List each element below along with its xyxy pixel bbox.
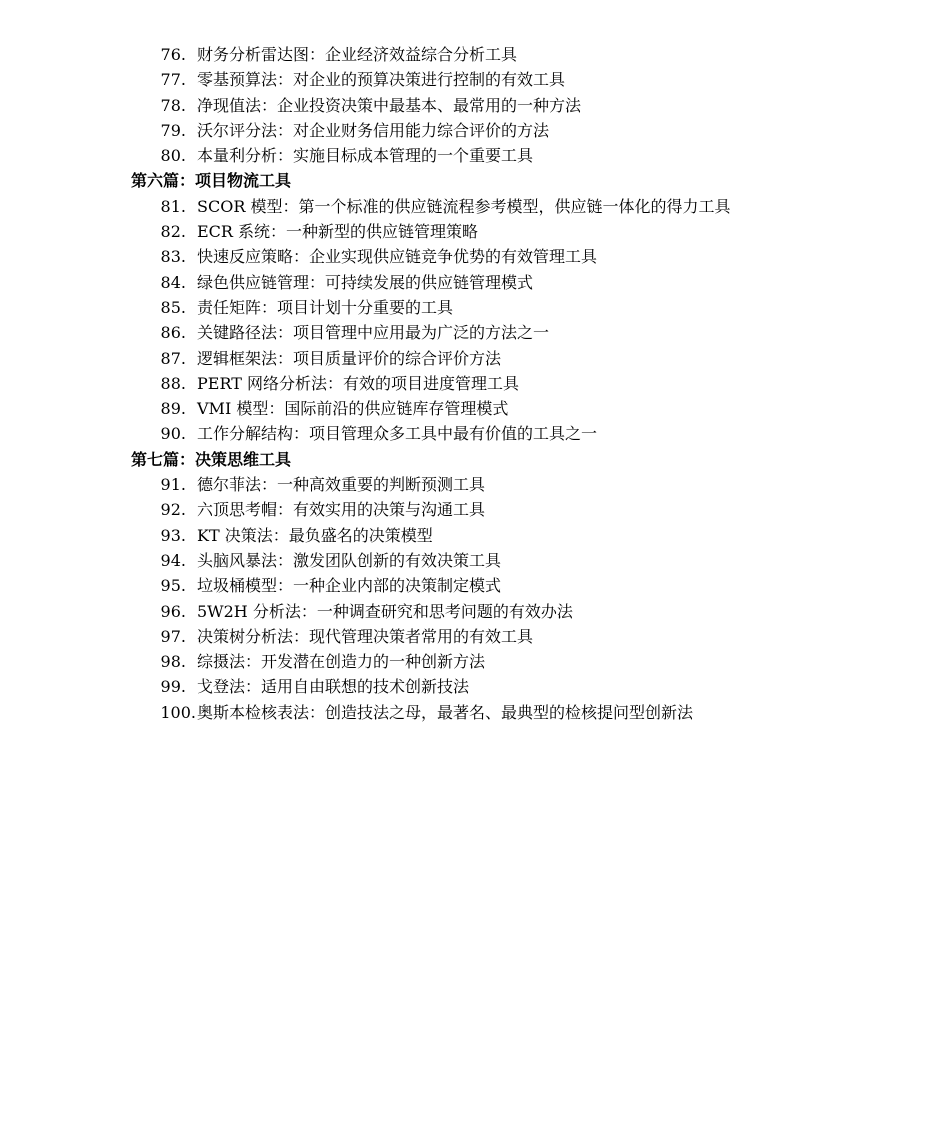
item-number: 93. [160,525,186,545]
item-number: 78. [160,95,186,115]
item-number: 84. [160,272,186,292]
item-number: 86. [160,323,186,343]
item-number: 100. [160,702,196,722]
item-text: ECR 系统：一种新型的供应链管理策略 [197,222,479,242]
item-text: 工作分解结构：项目管理众多工具中最有价值的工具之一 [197,424,598,444]
item-number: 82. [160,222,186,242]
item-text: 决策树分析法：现代管理决策者常用的有效工具 [197,626,534,646]
section-heading: 第六篇：项目物流工具 [131,171,292,191]
list-item [0,649,950,674]
list-item [0,371,950,396]
item-text: 零基预算法：对企业的预算决策进行控制的有效工具 [197,70,566,90]
list-item [0,42,950,67]
list-item [0,523,950,548]
item-number: 87. [160,348,186,368]
list-item [0,548,950,573]
list-item [0,143,950,168]
section-finance-continued [0,42,950,168]
list-item [0,624,950,649]
item-text: 快速反应策略：企业实现供应链竞争优势的有效管理工具 [197,247,598,267]
list-item [0,599,950,624]
item-text: 垃圾桶模型：一种企业内部的决策制定模式 [197,576,502,596]
list-item [0,320,950,345]
list-item [0,497,950,522]
list-item [0,270,950,295]
item-text: 戈登法：适用自由联想的技术创新技法 [197,677,470,697]
document-page [0,42,950,725]
list-item [0,700,950,725]
list-item [0,194,950,219]
item-text: 关键路径法：项目管理中应用最为广泛的方法之一 [197,323,550,343]
item-text: 财务分析雷达图：企业经济效益综合分析工具 [197,45,518,64]
list-item [0,244,950,269]
section-project-logistics [0,168,950,446]
item-number: 88. [160,373,186,393]
list-item [0,674,950,699]
item-text: 奥斯本检核表法：创造技法之母，最著名、最典型的检核提问型创新法 [197,702,694,722]
item-number: 94. [160,550,186,570]
item-number: 97. [160,626,186,646]
item-number: 89. [160,399,186,419]
item-number: 76. [160,45,186,64]
list-item [0,346,950,371]
item-text: SCOR 模型：第一个标准的供应链流程参考模型，供应链一体化的得力工具 [197,196,731,216]
list-item [0,118,950,143]
item-number: 96. [160,601,186,621]
item-number: 92. [160,500,186,520]
item-text: 5W2H 分析法：一种调查研究和思考问题的有效办法 [197,601,573,621]
item-text: VMI 模型：国际前沿的供应链库存管理模式 [197,399,509,419]
item-number: 83. [160,247,186,267]
item-number: 81. [160,196,186,216]
list-item [0,396,950,421]
item-text: 德尔菲法：一种高效重要的判断预测工具 [197,475,486,495]
list-item [0,573,950,598]
item-number: 90. [160,424,186,444]
list-item [0,472,950,497]
item-text: PERT 网络分析法：有效的项目进度管理工具 [197,373,519,393]
item-number: 79. [160,120,186,140]
item-text: 沃尔评分法：对企业财务信用能力综合评价的方法 [197,120,550,140]
item-text: 本量利分析：实施目标成本管理的一个重要工具 [197,146,534,166]
list-item [0,421,950,446]
item-text: 逻辑框架法：项目质量评价的综合评价方法 [197,348,502,368]
item-text: 六顶思考帽：有效实用的决策与沟通工具 [197,500,486,520]
item-number: 98. [160,652,186,672]
section-decision-thinking [0,447,950,725]
item-number: 91. [160,475,186,495]
item-text: KT 决策法：最负盛名的决策模型 [197,525,433,545]
list-item [0,67,950,92]
item-number: 85. [160,297,186,317]
list-item [0,219,950,244]
item-text: 净现值法：企业投资决策中最基本、最常用的一种方法 [197,95,582,115]
item-text: 绿色供应链管理：可持续发展的供应链管理模式 [197,272,534,292]
item-text: 责任矩阵：项目计划十分重要的工具 [197,297,454,317]
item-number: 95. [160,576,186,596]
list-item [0,295,950,320]
item-number: 99. [160,677,186,697]
item-text: 综摄法：开发潜在创造力的一种创新方法 [197,652,486,672]
section-heading: 第七篇：决策思维工具 [131,449,292,469]
item-text: 头脑风暴法：激发团队创新的有效决策工具 [197,550,502,570]
item-number: 77. [160,70,186,90]
item-number: 80. [160,146,186,166]
list-item [0,93,950,118]
